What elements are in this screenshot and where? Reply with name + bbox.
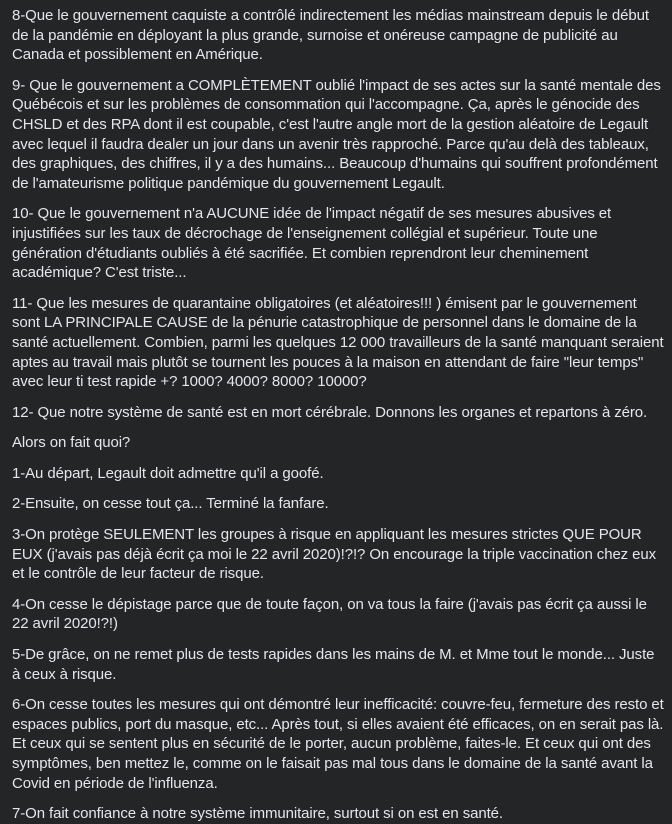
post-paragraph-step-6: 6-On cesse toutes les mesures qui ont démontré leur inefficacité: couvre-feu, fermeture des resto et espaces publics, port du masque, etc... Après tout, si elles avaient été efficaces, on en serait pas là. Et ceux qui se sentent plus en sécurité de le porter, aucun problème, faites-le. Et ceux qui ont des symptômes, ben mettez le, comme on le faisait pas mal tous dans le domaine de la santé avant la Covid en période de l'influenza.: [12, 696, 664, 792]
post-paragraph-point-12: 12- Que notre système de santé est en mort cérébrale. Donnons les organes et repartons à zéro.: [12, 403, 648, 421]
post-paragraph-step-1: 1-Au départ, Legault doit admettre qu'il a goofé.: [12, 464, 324, 482]
post-paragraph-question: Alors on fait quoi?: [12, 434, 131, 452]
post-paragraph-step-2: 2-Ensuite, on cesse tout ça... Terminé la fanfare.: [12, 495, 329, 513]
post-paragraph-step-5: 5-De grâce, on ne remet plus de tests rapides dans les mains de M. et Mme tout le monde... Juste à ceux à risque.: [12, 646, 655, 683]
post-paragraph-point-9: 9- Que le gouvernement a COMPLÈTEMENT oublié l'impact de ses actes sur la santé mentale des Québécois et sur les problèmes de consommation qui l'accompagne. Ça, après le génocide des CHSLD et des RPA dont il est coupable, c'est l'autre angle mort de la gestion aléatoire de Legault avec lequel il faudra dealer un jour dans un avenir très rapproché. Parce qu'au delà des tableaux, des graphiques, des chiffres, il y a des humains... Beaucoup d'humains qui souffrent profondément de l'amateurisme politique pandémique du gouvernement Legault.: [12, 76, 661, 192]
post-paragraph-step-3: 3-On protège SEULEMENT les groupes à risque en appliquant les mesures strictes QUE POUR EUX (j'avais pas déjà écrit ça moi le 22 avril 2020)!?!? On encourage la triple vaccination chez eux et le contrôle de leur facteur de risque.: [12, 526, 657, 583]
post-paragraph-point-11: 11- Que les mesures de quarantaine obligatoires (et aléatoires!!! ) émisent par le gouvernement sont LA PRINCIPALE CAUSE de la pénurie catastrophique de personnel dans le domaine de la santé actuellement. Combien, parmi les quelques 12 000 travailleurs de la santé manquant seraient aptes au travail mais plutôt se tournent les pouces à la maison en attendant de faire "leur temps" avec leur ti test rapide +? 1000? 4000? 8000? 10000?: [12, 294, 664, 391]
post-paragraph-step-4: 4-On cesse le dépistage parce que de toute façon, on va tous la faire (j'avais pas écrit ça aussi le 22 avril 2020!?!): [12, 595, 647, 633]
post-paragraph-point-8: 8-Que le gouvernement caquiste a contrôlé indirectement les médias mainstream depuis le début de la pandémie en déployant la plus grande, surnoise et onéreuse campagne de publicité au Canada et possiblement en Amérique.: [12, 7, 649, 64]
post-paragraph-point-10: 10- Que le gouvernement n'a AUCUNE idée de l'impact négatif de ses mesures abusives et injustifiées sur les taux de décrochage de l'enseignement collégial et supérieur. Toute une génération d'étudiants oubliés à été sacrifiée. Et combien reprendront leur cheminement académique? C'est triste...: [12, 205, 612, 282]
post-paragraph-step-7: 7-On fait confiance à notre système immunitaire, surtout si on est en santé.: [12, 805, 503, 823]
